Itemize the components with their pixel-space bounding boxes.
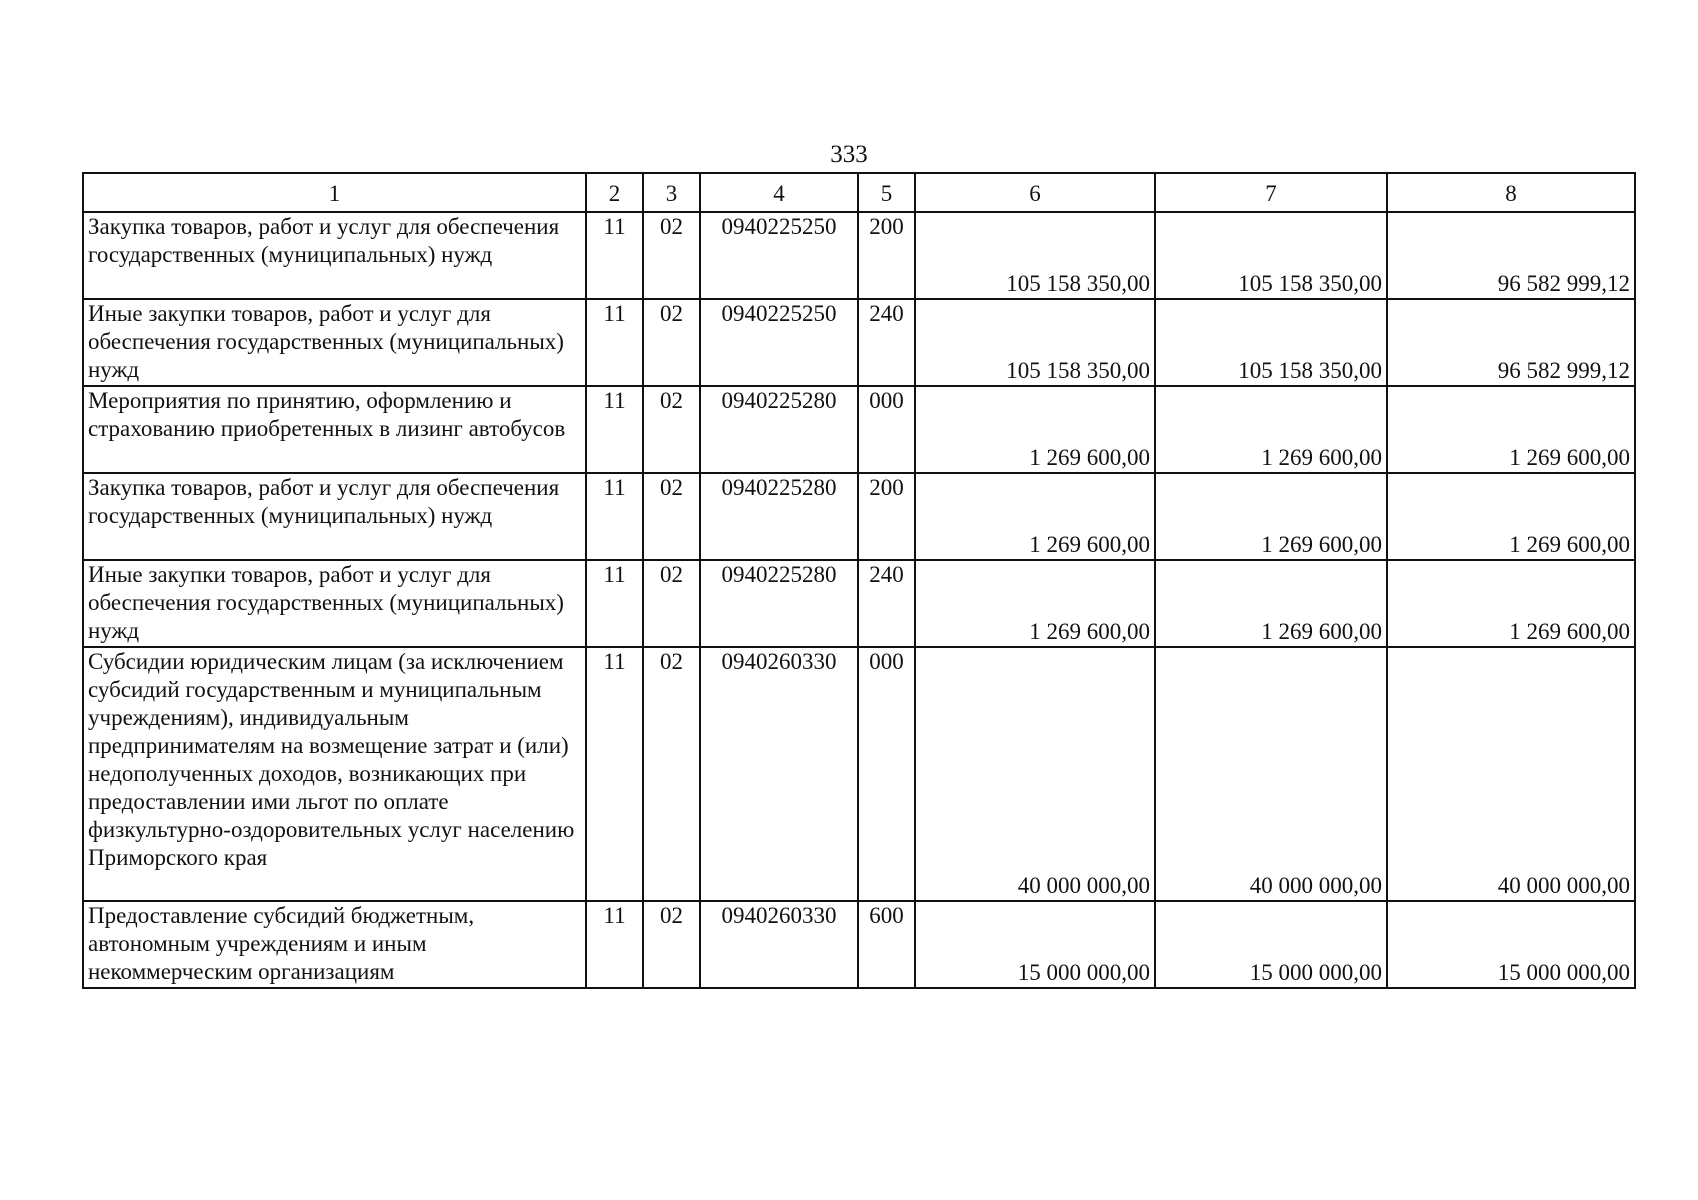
row-target-code: 0940225250 <box>700 299 858 386</box>
row-amount-6: 105 158 350,00 <box>915 212 1155 299</box>
row-expense-type: 200 <box>858 473 915 560</box>
table-row <box>83 473 1635 560</box>
row-amount-7: 40 000 000,00 <box>1155 647 1387 901</box>
column-header-4: 4 <box>700 173 858 212</box>
row-amount-7: 1 269 600,00 <box>1155 560 1387 647</box>
row-target-code: 0940225280 <box>700 386 858 473</box>
row-subsection: 02 <box>643 473 700 560</box>
row-section: 11 <box>586 212 643 299</box>
row-subsection: 02 <box>643 647 700 901</box>
row-name: Иные закупки товаров, работ и услуг для обеспечения государственных (муниципальных) нужд <box>83 560 586 647</box>
table-row <box>83 386 1635 473</box>
row-name: Субсидии юридическим лицам (за исключением субсидий государственным и муниципальным учреждениям), индивидуальным предпринимателям на возмещение затрат и (или) недополученных доходов, возникающих при предоставлении ими льгот по оплате физкультурно-оздоровительных услуг населению Приморского края <box>83 647 586 901</box>
row-name: Предоставление субсидий бюджетным, автономным учреждениям и иным некоммерческим организациям <box>83 901 586 988</box>
row-amount-7: 1 269 600,00 <box>1155 473 1387 560</box>
row-amount-7: 1 269 600,00 <box>1155 386 1387 473</box>
row-expense-type: 000 <box>858 386 915 473</box>
row-section: 11 <box>586 560 643 647</box>
row-amount-6: 40 000 000,00 <box>915 647 1155 901</box>
row-subsection: 02 <box>643 299 700 386</box>
row-amount-8: 40 000 000,00 <box>1387 647 1635 901</box>
row-amount-6: 1 269 600,00 <box>915 473 1155 560</box>
column-header-7: 7 <box>1155 173 1387 212</box>
row-amount-8: 1 269 600,00 <box>1387 473 1635 560</box>
row-name: Мероприятия по принятию, оформлению и страхованию приобретенных в лизинг автобусов <box>83 386 586 473</box>
column-header-2: 2 <box>586 173 643 212</box>
row-subsection: 02 <box>643 901 700 988</box>
row-section: 11 <box>586 386 643 473</box>
row-expense-type: 200 <box>858 212 915 299</box>
row-amount-7: 15 000 000,00 <box>1155 901 1387 988</box>
table-header-row <box>83 173 1635 212</box>
table-row <box>83 560 1635 647</box>
row-name: Закупка товаров, работ и услуг для обеспечения государственных (муниципальных) нужд <box>83 473 586 560</box>
row-amount-8: 1 269 600,00 <box>1387 560 1635 647</box>
row-target-code: 0940225280 <box>700 473 858 560</box>
column-header-3: 3 <box>643 173 700 212</box>
row-target-code: 0940225250 <box>700 212 858 299</box>
row-amount-8: 1 269 600,00 <box>1387 386 1635 473</box>
row-section: 11 <box>586 473 643 560</box>
row-target-code: 0940225280 <box>700 560 858 647</box>
budget-table <box>82 172 1636 989</box>
row-amount-8: 96 582 999,12 <box>1387 299 1635 386</box>
row-section: 11 <box>586 299 643 386</box>
row-amount-6: 105 158 350,00 <box>915 299 1155 386</box>
row-amount-6: 1 269 600,00 <box>915 386 1155 473</box>
row-amount-7: 105 158 350,00 <box>1155 299 1387 386</box>
column-header-1: 1 <box>83 173 586 212</box>
row-expense-type: 000 <box>858 647 915 901</box>
column-header-6: 6 <box>915 173 1155 212</box>
table-row <box>83 299 1635 386</box>
table-row <box>83 212 1635 299</box>
row-target-code: 0940260330 <box>700 647 858 901</box>
row-expense-type: 600 <box>858 901 915 988</box>
table-row <box>83 647 1635 901</box>
row-expense-type: 240 <box>858 560 915 647</box>
row-target-code: 0940260330 <box>700 901 858 988</box>
row-expense-type: 240 <box>858 299 915 386</box>
table-row <box>83 901 1635 988</box>
column-header-5: 5 <box>858 173 915 212</box>
row-name: Иные закупки товаров, работ и услуг для обеспечения государственных (муниципальных) нужд <box>83 299 586 386</box>
row-amount-6: 1 269 600,00 <box>915 560 1155 647</box>
column-header-8: 8 <box>1387 173 1635 212</box>
row-subsection: 02 <box>643 212 700 299</box>
row-subsection: 02 <box>643 386 700 473</box>
page-number: 333 <box>830 141 868 168</box>
row-amount-7: 105 158 350,00 <box>1155 212 1387 299</box>
row-amount-8: 15 000 000,00 <box>1387 901 1635 988</box>
row-section: 11 <box>586 647 643 901</box>
row-subsection: 02 <box>643 560 700 647</box>
row-section: 11 <box>586 901 643 988</box>
row-amount-6: 15 000 000,00 <box>915 901 1155 988</box>
row-name: Закупка товаров, работ и услуг для обеспечения государственных (муниципальных) нужд <box>83 212 586 299</box>
row-amount-8: 96 582 999,12 <box>1387 212 1635 299</box>
